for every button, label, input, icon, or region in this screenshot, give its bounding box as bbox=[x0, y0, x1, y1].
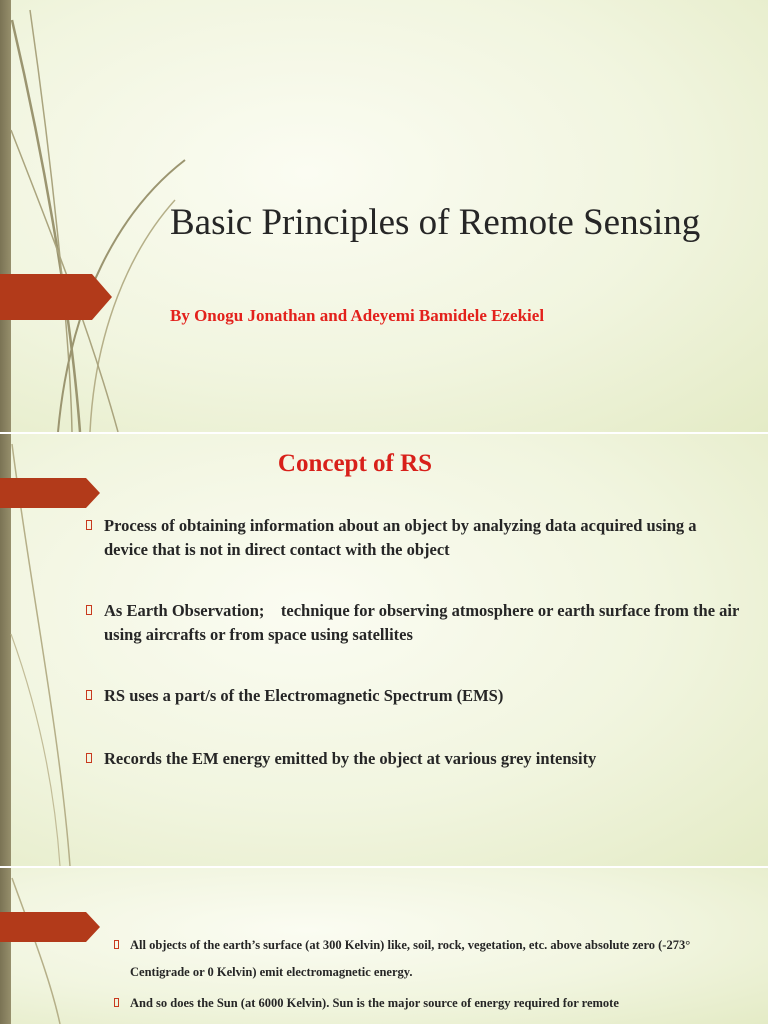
concept-slide bbox=[0, 434, 768, 866]
energy-bullet-list bbox=[130, 932, 730, 1017]
author-subtitle: By Onogu Jonathan and Adeyemi Bamidele Ezekiel bbox=[170, 306, 545, 325]
bullet-icon bbox=[114, 940, 119, 949]
bullet-icon bbox=[86, 690, 92, 700]
list-item: And so does the Sun (at 6000 Kelvin). Sun is the major source of energy required for remote bbox=[130, 990, 730, 1017]
swirl-decoration bbox=[0, 868, 140, 1024]
section-tab-marker bbox=[0, 912, 100, 942]
list-item: Process of obtaining information about an object by analyzing data acquired using a device that is not in direct contact with the object bbox=[104, 514, 744, 562]
bullet-icon bbox=[86, 605, 92, 615]
title-slide bbox=[0, 0, 768, 432]
bullet-icon bbox=[114, 998, 119, 1007]
list-item: Records the EM energy emitted by the object at various grey intensity bbox=[104, 747, 744, 771]
bullet-icon bbox=[86, 753, 92, 763]
page-title: Basic Principles of Remote Sensing bbox=[170, 202, 701, 243]
list-item: All objects of the earth’s surface (at 300 Kelvin) like, soil, rock, vegetation, etc. above absolute zero (-273° Centigrade or 0 Kelvin) emit electromagnetic energy. bbox=[130, 932, 730, 986]
title-tab-marker bbox=[0, 274, 112, 320]
list-item: RS uses a part/s of the Electromagnetic Spectrum (EMS) bbox=[104, 684, 744, 708]
energy-slide bbox=[0, 868, 768, 1024]
list-item: As Earth Observation; technique for observing atmosphere or earth surface from the air using aircrafts or from space using satellites bbox=[104, 599, 744, 647]
bullet-icon bbox=[86, 520, 92, 530]
section-heading: Concept of RS bbox=[277, 450, 433, 477]
section-tab-marker bbox=[0, 478, 100, 508]
